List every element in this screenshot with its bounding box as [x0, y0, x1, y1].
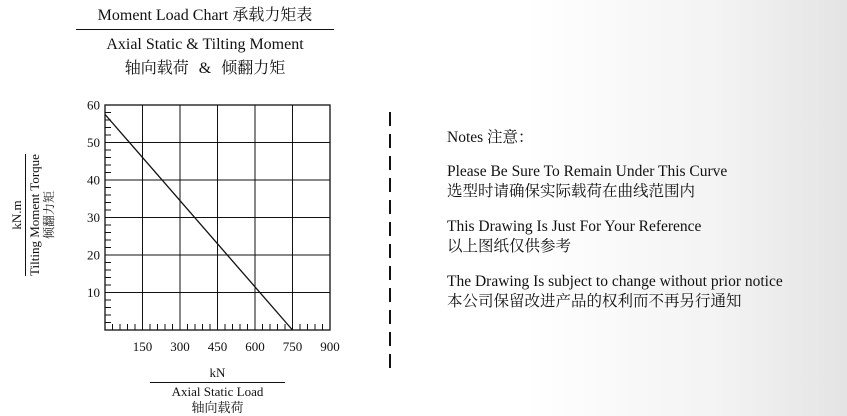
y-tick-label: 50	[87, 135, 100, 150]
chart-subtitle-en: Axial Static & Tilting Moment	[106, 36, 304, 53]
note-item	[447, 217, 847, 257]
load-curve-line	[105, 114, 293, 330]
dashed-divider	[389, 112, 391, 374]
x-axis-label	[150, 365, 285, 416]
y-axis-label	[0, 130, 66, 300]
y-axis-unit: kN.m	[9, 154, 26, 276]
y-axis-title-cn: 倾翻力矩	[42, 190, 56, 240]
chart-title: Moment Load Chart 承载力矩表	[76, 6, 334, 30]
y-tick-label: 20	[87, 247, 100, 263]
x-axis-title: Axial Static Load	[171, 384, 264, 399]
note-text-cn: 选型时请确保实际载荷在曲线范围内	[447, 183, 696, 200]
note-text-en: Please Be Sure To Remain Under This Curve	[447, 163, 728, 180]
x-axis-unit: kN	[150, 365, 285, 383]
note-item	[447, 272, 847, 312]
x-tick-label: 600	[245, 339, 265, 354]
x-tick-label: 450	[207, 339, 228, 354]
x-tick-label: 750	[282, 339, 303, 354]
notes-heading: Notes 注意：	[447, 129, 534, 146]
notes-panel	[447, 128, 847, 327]
note-text-cn: 本公司保留改进产品的权利而不再另行通知	[447, 293, 742, 310]
x-tick-label: 150	[132, 339, 153, 354]
y-axis-title: Tilting Moment Torque	[27, 154, 42, 276]
note-text-cn: 以上图纸仅供参考	[447, 238, 572, 255]
note-text-en: The Drawing Is subject to change without prior notice	[447, 273, 783, 290]
x-axis-title-cn: 轴向载荷	[191, 400, 244, 415]
y-tick-label: 60	[87, 97, 100, 113]
x-tick-label: 300	[170, 339, 190, 354]
x-tick-label: 900	[320, 339, 340, 354]
y-tick-label: 30	[87, 210, 100, 225]
y-tick-label: 10	[87, 285, 100, 300]
chart-subtitle-cn: 轴向载荷 & 倾翻力矩	[124, 60, 286, 77]
y-tick-label: 40	[87, 172, 100, 188]
note-item	[447, 162, 847, 202]
note-text-en: This Drawing Is Just For Your Reference	[447, 218, 702, 235]
